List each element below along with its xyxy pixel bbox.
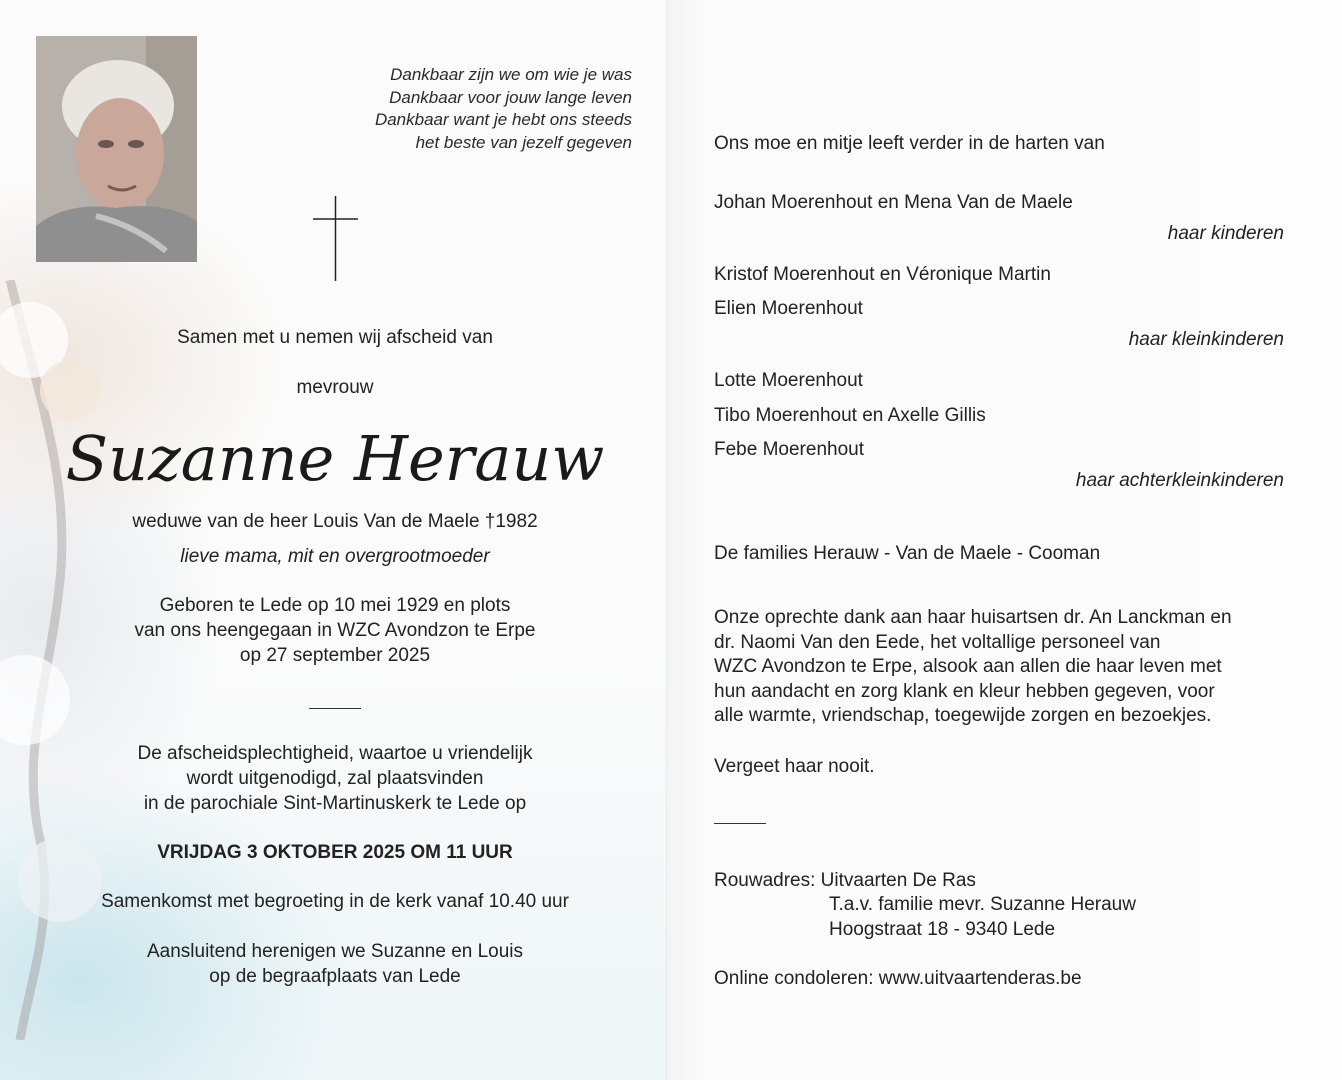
greatgrandchild-name: Tibo Moerenhout en Axelle Gillis: [714, 405, 986, 426]
online-condolence-link[interactable]: Online condoleren: www.uitvaartenderas.be: [714, 968, 1082, 989]
poem-line: Dankbaar zijn we om wie je was: [390, 65, 632, 84]
families-text: De families Herauw - Van de Maele - Cooman: [714, 543, 1101, 564]
ceremony-line: in de parochiale Sint-Martinuskerk te Lede op: [143, 793, 527, 814]
thanks-line: dr. Naomi Van den Eede, het voltallige personeel van: [714, 631, 1161, 653]
child-name: Johan Moerenhout en Mena Van de Maele: [714, 192, 1073, 213]
intro-text: Samen met u nemen wij afscheid van: [177, 327, 493, 348]
children-role: haar kinderen: [1167, 223, 1284, 244]
poem-line: Dankbaar want je hebt ons steeds: [374, 110, 632, 129]
born-line: Geboren te Lede op 10 mei 1929 en plots: [159, 595, 511, 616]
role-text: lieve mama, mit en overgrootmoeder: [180, 546, 490, 567]
greatgrandchildren-role: haar achterkleinkinderen: [1075, 470, 1284, 491]
thanks-line: hun aandacht en zorg klank en kleur hebben gegeven, voor: [714, 680, 1215, 702]
name-signature: [65, 408, 605, 513]
signature-text: Suzanne Herauw: [65, 422, 605, 495]
widow-text: weduwe van de heer Louis Van de Maele †1982: [132, 511, 538, 532]
thanks-line: WZC Avondzon te Erpe, alsook aan allen die haar leven met: [714, 656, 1222, 678]
address-line: T.a.v. familie mevr. Suzanne Herauw: [829, 894, 1136, 915]
burial-line: op de begraafplaats van Lede: [209, 966, 461, 987]
grandchild-name: Elien Moerenhout: [714, 298, 863, 319]
ceremony-line: wordt uitgenodigd, zal plaatsvinden: [186, 768, 484, 789]
ceremony-date: VRIJDAG 3 OKTOBER 2025 OM 11 UUR: [157, 842, 513, 863]
address-label: Rouwadres: Uitvaarten De Ras: [714, 870, 976, 891]
divider: [309, 708, 361, 709]
thanks-paragraph: [714, 606, 1304, 729]
greatgrandchild-name: Lotte Moerenhout: [714, 370, 863, 391]
poem: [292, 64, 632, 154]
left-page: [0, 0, 667, 1080]
address-line: Hoogstraat 18 - 9340 Lede: [829, 919, 1056, 940]
born-line: van ons heengegaan in WZC Avondzon te Erpe: [134, 620, 536, 641]
family-intro: Ons moe en mitje leeft verder in de harten van: [714, 133, 1105, 154]
grandchildren-role: haar kleinkinderen: [1128, 329, 1284, 350]
thanks-line: Onze oprechte dank aan haar huisartsen dr. An Lanckman en: [714, 607, 1232, 628]
burial-line: Aansluitend herenigen we Suzanne en Louis: [146, 941, 524, 962]
poem-line: Dankbaar voor jouw lange leven: [389, 87, 632, 107]
thanks-line: alle warmte, vriendschap, toegewijde zorgen en bezoekjes.: [714, 705, 1212, 727]
portrait-icon: [36, 36, 197, 262]
fold-line: [666, 0, 667, 1080]
poem-line: het beste van jezelf gegeven: [415, 132, 632, 152]
gathering-text: Samenkomst met begroeting in de kerk vanaf 10.40 uur: [101, 891, 569, 912]
divider: [714, 823, 766, 824]
never-forget-text: Vergeet haar nooit.: [714, 756, 875, 777]
cross-icon: [313, 196, 358, 281]
honorific: mevrouw: [296, 377, 374, 398]
greatgrandchild-name: Febe Moerenhout: [714, 439, 864, 460]
ceremony-line: De afscheidsplechtigheid, waartoe u vriendelijk: [137, 743, 533, 764]
grandchild-name: Kristof Moerenhout en Véronique Martin: [714, 264, 1051, 285]
portrait-photo: [36, 36, 197, 262]
born-line: op 27 september 2025: [239, 645, 431, 666]
